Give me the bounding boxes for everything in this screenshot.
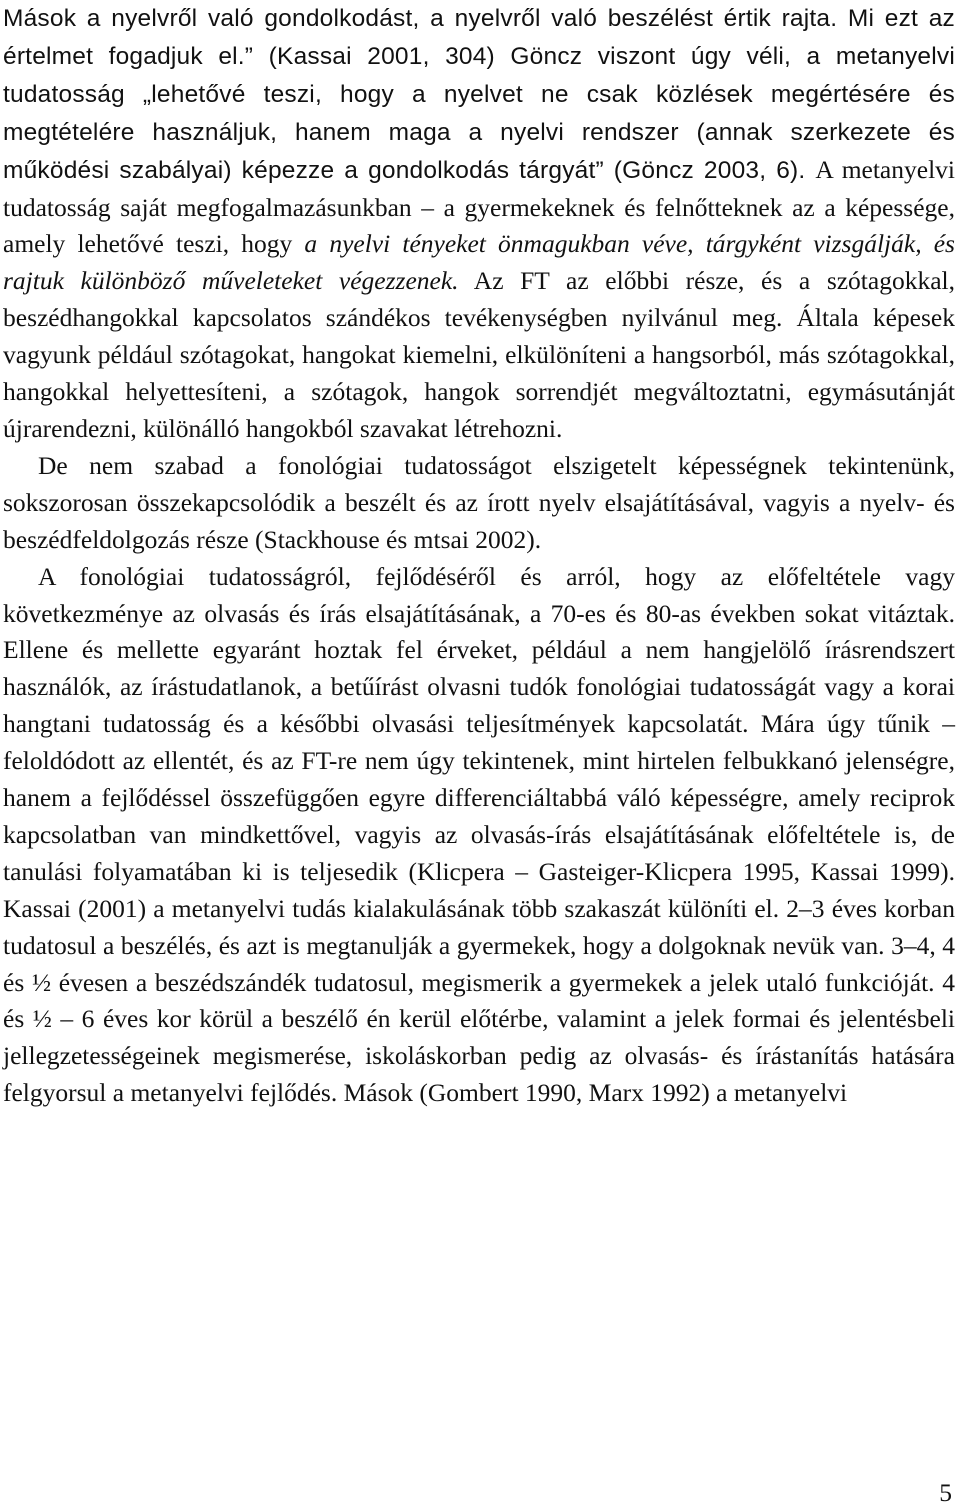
paragraph-1 [3,0,955,448]
paragraph-1-segment-2: A metanyelvi tudatosság saját megfogalmazásunkban – a gyermekeknek és felnőtteknek az a képessége, amely lehetővé teszi, hogy [3,154,955,259]
paragraph-2: De nem szabad a fonológiai tudatosságot elszigetelt képességnek tekintenünk, sokszorosan összekapcsolódik a beszélt és az írott nyelv elsajátításával, vagyis a nyelv- és beszédfeldolgozás része (Stackhouse és mtsai 2002). [3,450,955,554]
paragraph-1-segment-3-italic: a nyelvi tényeket önmagukban véve, tárgyként vizsgálják, és rajtuk különböző műveleteket végezzenek. [3,229,955,296]
page-number: 5 [939,1478,952,1507]
document-page [3,0,955,1112]
paragraph-3: A fonológiai tudatosságról, fejlődéséről és arról, hogy az előfeltétele vagy következménye az olvasás és írás elsajátításának, a 70-es és 80-as években sokat vitáztak. Ellene és mellette egyaránt hoztak fel érveket, például a nem hangjelölő írásrendszert használók, az írástudatlanok, a betűírást olvasni tudók fonológiai tudatosságát vagy a korai hangtani tudatosság és a későbbi olvasási teljesítmények kapcsolatát. Mára úgy tűnik – feloldódott az ellentét, és az FT-re nem úgy tekintenek, mint hirtelen felbukkanó jelenségre, hanem a fejlődéssel összefüggően egyre differenciáltabbá váló képességre, amely reciprok kapcsolatban van mindkettővel, vagyis az olvasás-írás elsajátításának előfeltétele is, de tanulási folyamatában ki is teljesedik (Klicpera – Gasteiger-Klicpera 1995, Kassai 1999). Kassai (2001) a metanyelvi tudás kialakulásának több szakaszát különíti el. 2–3 éves korban tudatosul a beszélés, és azt is megtanulják a gyermekek, hogy a dolgoknak nevük van. 3–4, 4 és ½ évesen a beszédszándék tudatosul, megismerik a gyermekek a jelek utaló funkcióját. 4 és ½ – 6 éves kor körül a beszélő én kerül előtérbe, valamint a jelek formai és jelentésbeli jellegzetességeinek megismerése, iskoláskorban pedig az olvasás- és írástanítás hatására felgyorsul a metanyelvi fejlődés. Mások (Gombert 1990, Marx 1992) a metanyelvi [3,561,955,1108]
paragraph-1-segment-4: Az FT az előbbi része, és a szótagokkal, beszédhangokkal kapcsolatos szándékos tevékenységben nyilvánul meg. Általa képesek vagyunk például szótagokat, hangokat kiemelni, elkülöníteni a hangsorból, más szótagokkal, hangokkal helyettesíteni, a szótagok, hangok sorrendjét megváltoztatni, egymásutánját újrarendezni, különálló hangokból szavakat létrehozni. [3,266,955,443]
paragraph-1-segment-1: Mások a nyelvről való gondolkodást, a nyelvről való beszélést értik rajta. Mi ezt az értelmet fogadjuk el.” (Kassai 2001, 304) Göncz viszont úgy véli, a metanyelvi tudatosság „lehetővé teszi, hogy a nyelvet ne csak közlések megértésére és megtételére használjuk, hanem maga a nyelvi rendszer (annak szerkezete és működési szabályai) képezze a gondolkodás tárgyát” (Göncz 2003, 6). [3,5,955,184]
